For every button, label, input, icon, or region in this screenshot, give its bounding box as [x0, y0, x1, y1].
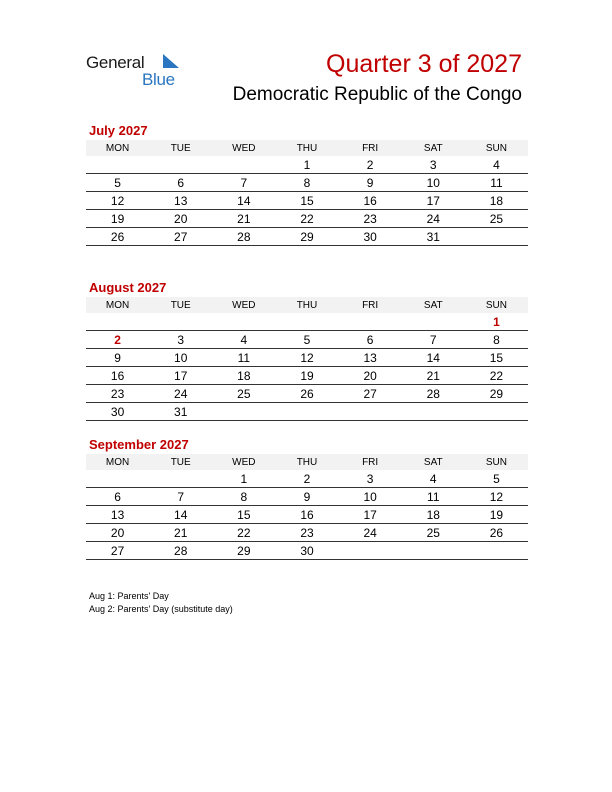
day-cell: 27 — [339, 385, 402, 403]
page-subtitle: Democratic Republic of the Congo — [232, 84, 522, 105]
weekday-header: WED — [212, 140, 275, 156]
day-cell: 6 — [149, 174, 212, 192]
day-cell — [275, 403, 338, 421]
day-cell: 24 — [339, 524, 402, 542]
day-cell: 18 — [402, 506, 465, 524]
weekday-header: WED — [212, 297, 275, 313]
day-cell: 7 — [149, 488, 212, 506]
month-title: August 2027 — [89, 280, 167, 295]
day-cell: 26 — [275, 385, 338, 403]
weekday-header: SAT — [402, 297, 465, 313]
day-cell — [402, 313, 465, 331]
day-cell: 30 — [86, 403, 149, 421]
day-cell: 19 — [275, 367, 338, 385]
day-cell: 10 — [339, 488, 402, 506]
day-cell — [339, 313, 402, 331]
day-cell: 9 — [275, 488, 338, 506]
month-august — [86, 279, 528, 421]
logo-triangle-icon — [163, 54, 179, 68]
day-cell: 28 — [212, 228, 275, 246]
weekday-header: SUN — [465, 297, 528, 313]
day-cell — [402, 542, 465, 560]
week-row — [86, 313, 528, 331]
day-cell — [339, 542, 402, 560]
week-row — [86, 385, 528, 403]
day-cell: 11 — [402, 488, 465, 506]
week-row — [86, 349, 528, 367]
logo — [86, 50, 196, 90]
day-cell — [149, 156, 212, 174]
week-row — [86, 470, 528, 488]
day-cell: 15 — [212, 506, 275, 524]
day-cell: 11 — [465, 174, 528, 192]
day-cell: 22 — [275, 210, 338, 228]
day-cell: 26 — [465, 524, 528, 542]
weekday-header: THU — [275, 140, 338, 156]
day-cell — [465, 542, 528, 560]
day-cell: 31 — [149, 403, 212, 421]
week-row — [86, 192, 528, 210]
day-cell: 8 — [465, 331, 528, 349]
day-cell: 17 — [402, 192, 465, 210]
day-cell: 4 — [465, 156, 528, 174]
calendar-table — [86, 297, 528, 421]
day-cell: 5 — [86, 174, 149, 192]
day-cell: 15 — [465, 349, 528, 367]
day-cell: 23 — [339, 210, 402, 228]
day-cell: 24 — [402, 210, 465, 228]
day-cell: 2 — [86, 331, 149, 349]
weekday-header: TUE — [149, 297, 212, 313]
day-cell: 25 — [402, 524, 465, 542]
page-title: Quarter 3 of 2027 — [326, 50, 522, 78]
day-cell: 14 — [149, 506, 212, 524]
day-cell: 16 — [339, 192, 402, 210]
day-cell: 19 — [86, 210, 149, 228]
week-row — [86, 210, 528, 228]
day-cell — [86, 313, 149, 331]
day-cell: 29 — [275, 228, 338, 246]
month-title: September 2027 — [89, 437, 189, 452]
day-cell: 21 — [212, 210, 275, 228]
day-cell: 26 — [86, 228, 149, 246]
day-cell: 18 — [212, 367, 275, 385]
day-cell: 27 — [149, 228, 212, 246]
weekday-header: TUE — [149, 140, 212, 156]
day-cell: 21 — [402, 367, 465, 385]
day-cell: 18 — [465, 192, 528, 210]
month-september — [86, 436, 528, 560]
day-cell: 14 — [402, 349, 465, 367]
day-cell: 17 — [149, 367, 212, 385]
day-cell — [402, 403, 465, 421]
day-cell: 16 — [275, 506, 338, 524]
day-cell: 22 — [465, 367, 528, 385]
weekday-header-row — [86, 140, 528, 156]
day-cell — [86, 470, 149, 488]
day-cell: 8 — [212, 488, 275, 506]
day-cell: 12 — [465, 488, 528, 506]
week-row — [86, 403, 528, 421]
day-cell — [465, 403, 528, 421]
weekday-header: WED — [212, 454, 275, 470]
day-cell: 20 — [86, 524, 149, 542]
day-cell: 30 — [339, 228, 402, 246]
day-cell: 31 — [402, 228, 465, 246]
logo-text-blue: Blue — [142, 70, 175, 89]
day-cell: 4 — [212, 331, 275, 349]
weekday-header: MON — [86, 140, 149, 156]
day-cell: 5 — [465, 470, 528, 488]
week-row — [86, 506, 528, 524]
day-cell: 5 — [275, 331, 338, 349]
weekday-header: SUN — [465, 454, 528, 470]
day-cell: 30 — [275, 542, 338, 560]
calendar-table — [86, 454, 528, 560]
day-cell: 25 — [212, 385, 275, 403]
day-cell — [339, 403, 402, 421]
day-cell: 6 — [339, 331, 402, 349]
day-cell: 1 — [212, 470, 275, 488]
week-row — [86, 156, 528, 174]
day-cell: 1 — [465, 313, 528, 331]
weekday-header: FRI — [339, 454, 402, 470]
weekday-header: MON — [86, 297, 149, 313]
day-cell: 24 — [149, 385, 212, 403]
day-cell: 16 — [86, 367, 149, 385]
day-cell: 19 — [465, 506, 528, 524]
day-cell: 13 — [149, 192, 212, 210]
day-cell: 9 — [86, 349, 149, 367]
month-july — [86, 122, 528, 246]
holiday-note: Aug 2: Parents' Day (substitute day) — [89, 604, 233, 614]
month-title: July 2027 — [89, 123, 148, 138]
day-cell: 25 — [465, 210, 528, 228]
day-cell: 14 — [212, 192, 275, 210]
day-cell: 20 — [339, 367, 402, 385]
day-cell: 23 — [86, 385, 149, 403]
weekday-header-row — [86, 454, 528, 470]
day-cell: 9 — [339, 174, 402, 192]
day-cell: 3 — [402, 156, 465, 174]
day-cell: 15 — [275, 192, 338, 210]
day-cell: 23 — [275, 524, 338, 542]
week-row — [86, 524, 528, 542]
day-cell: 13 — [86, 506, 149, 524]
day-cell — [212, 313, 275, 331]
day-cell: 12 — [275, 349, 338, 367]
calendar-table — [86, 140, 528, 246]
logo-text-general: General — [86, 53, 145, 72]
day-cell — [86, 156, 149, 174]
weekday-header: TUE — [149, 454, 212, 470]
day-cell: 20 — [149, 210, 212, 228]
day-cell: 11 — [212, 349, 275, 367]
day-cell: 27 — [86, 542, 149, 560]
day-cell — [212, 403, 275, 421]
day-cell — [149, 313, 212, 331]
week-row — [86, 228, 528, 246]
day-cell: 13 — [339, 349, 402, 367]
day-cell: 3 — [339, 470, 402, 488]
weekday-header: MON — [86, 454, 149, 470]
week-row — [86, 542, 528, 560]
day-cell: 21 — [149, 524, 212, 542]
weekday-header: FRI — [339, 140, 402, 156]
day-cell: 12 — [86, 192, 149, 210]
week-row — [86, 488, 528, 506]
day-cell: 29 — [465, 385, 528, 403]
weekday-header: THU — [275, 454, 338, 470]
day-cell — [275, 313, 338, 331]
weekday-header: THU — [275, 297, 338, 313]
day-cell: 10 — [149, 349, 212, 367]
day-cell: 6 — [86, 488, 149, 506]
day-cell: 2 — [339, 156, 402, 174]
day-cell: 4 — [402, 470, 465, 488]
day-cell: 2 — [275, 470, 338, 488]
day-cell — [465, 228, 528, 246]
week-row — [86, 367, 528, 385]
day-cell: 3 — [149, 331, 212, 349]
weekday-header: SAT — [402, 454, 465, 470]
day-cell: 1 — [275, 156, 338, 174]
day-cell: 7 — [402, 331, 465, 349]
weekday-header: SAT — [402, 140, 465, 156]
week-row — [86, 331, 528, 349]
day-cell: 28 — [149, 542, 212, 560]
weekday-header: SUN — [465, 140, 528, 156]
holiday-note: Aug 1: Parents' Day — [89, 591, 169, 601]
week-row — [86, 174, 528, 192]
holiday-notes — [89, 590, 233, 616]
day-cell — [149, 470, 212, 488]
weekday-header: FRI — [339, 297, 402, 313]
day-cell: 10 — [402, 174, 465, 192]
day-cell: 17 — [339, 506, 402, 524]
day-cell: 7 — [212, 174, 275, 192]
day-cell: 8 — [275, 174, 338, 192]
day-cell — [212, 156, 275, 174]
day-cell: 22 — [212, 524, 275, 542]
weekday-header-row — [86, 297, 528, 313]
day-cell: 29 — [212, 542, 275, 560]
day-cell: 28 — [402, 385, 465, 403]
